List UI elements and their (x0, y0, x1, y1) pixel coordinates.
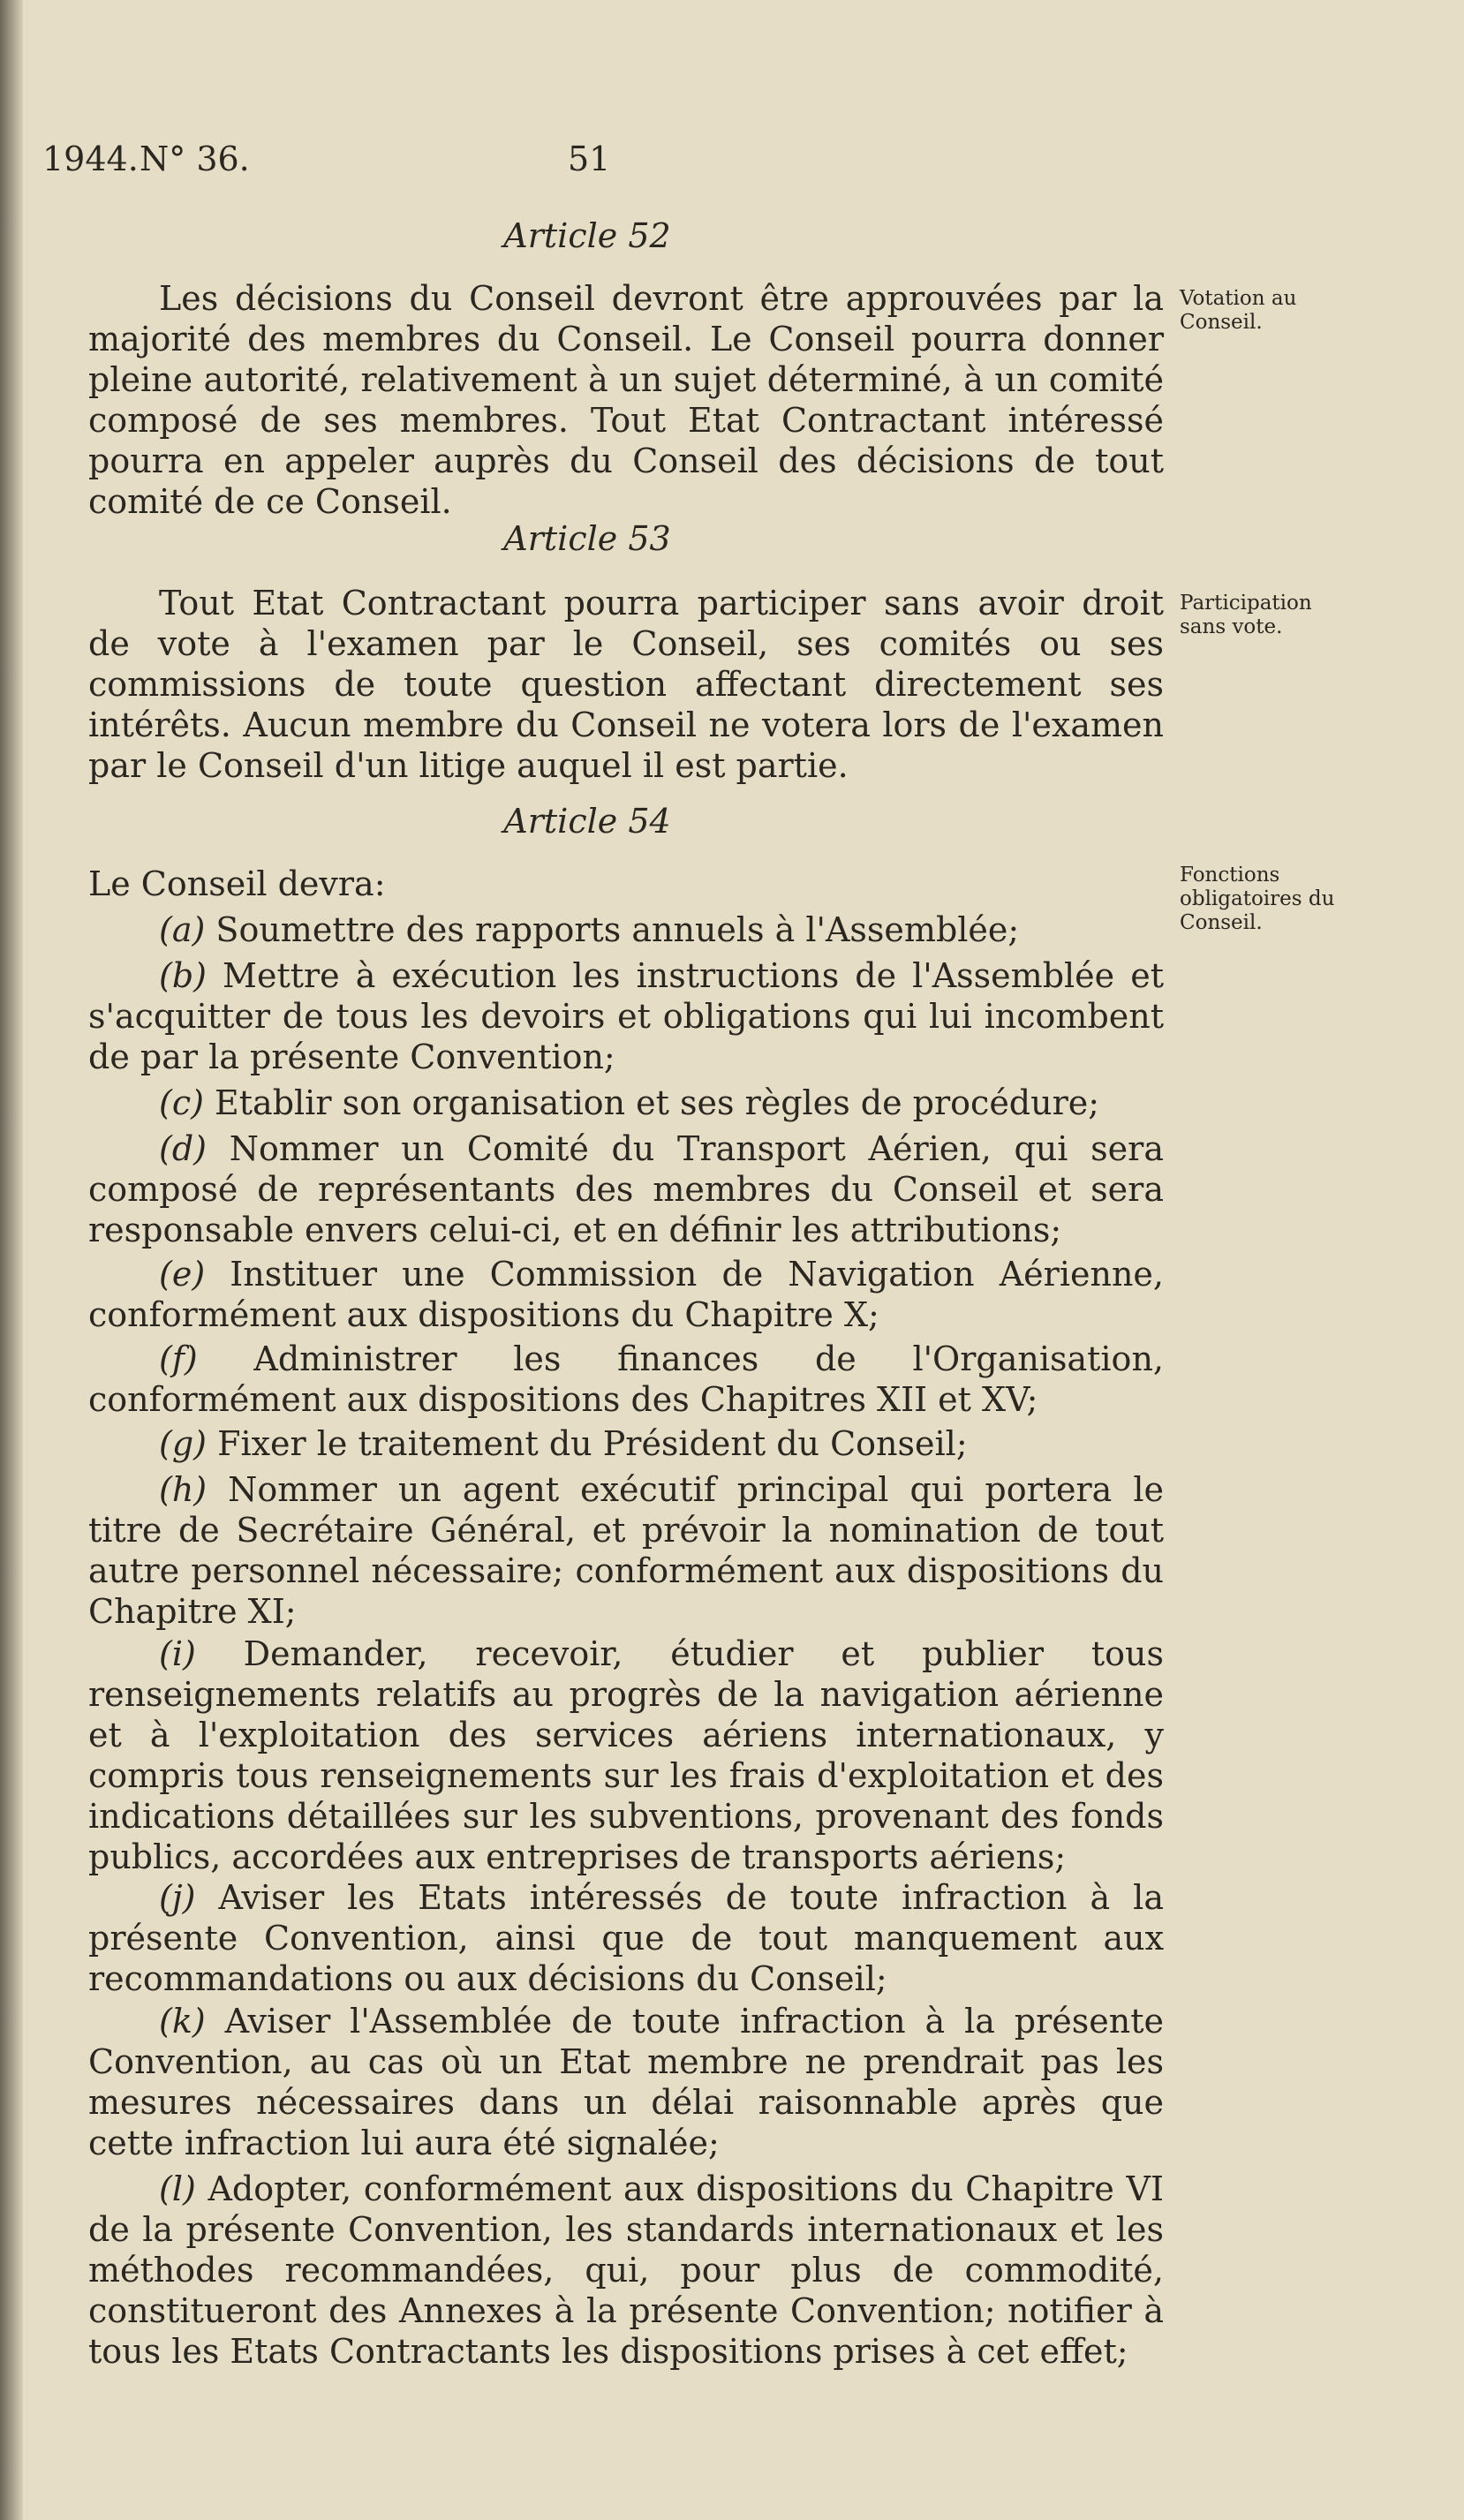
item-label: (c) (159, 1083, 204, 1122)
item-label: (j) (159, 1878, 196, 1917)
margin-note-article-54: Fonctions obligatoires du Conseil. (1180, 864, 1335, 934)
item-i (88, 1633, 1164, 1877)
item-text: Administrer les finances de l'Organisation, conformément aux dispositions des Chapitres XII et XV; (88, 1339, 1164, 1419)
article-54-title: Article 54 (503, 802, 671, 841)
item-g (88, 1423, 1164, 1464)
page-number: 51 (568, 140, 611, 178)
margin-note-article-52: Votation au Conseil. (1180, 287, 1297, 334)
item-label: (l) (159, 2169, 196, 2208)
article-53-text: Tout Etat Contractant pourra participer sans avoir droit de vote à l'examen par le Conseil, ses comités ou ses commissions de toute question affectant directement ses intérêts. Aucun membre du Conseil ne votera lors de l'examen par le Conseil d'un litige auquel il est partie. (88, 584, 1164, 785)
item-text: Fixer le traitement du Président du Conseil; (217, 1424, 968, 1463)
item-text: Demander, recevoir, étudier et publier tous renseignements relatifs au progrès de la navigation aérienne et à l'exploitation des services aériens internationaux, y compris tous renseignements sur les frais d'exploitation et des indications détaillées sur les subventions, provenant des fonds publics, accordées aux entreprises de transports aériens; (88, 1634, 1164, 1876)
item-l (88, 2169, 1164, 2372)
item-text: Nommer un Comité du Transport Aérien, qui sera composé de représentants des membres du Conseil et sera responsable envers celui-ci, et en définir les attributions; (88, 1129, 1164, 1249)
item-h (88, 1469, 1164, 1632)
article-54-intro: Le Conseil devra: (88, 864, 386, 903)
item-text: Soumettre des rapports annuels à l'Assemblée; (215, 910, 1020, 949)
item-c (88, 1083, 1164, 1123)
item-label: (d) (159, 1129, 207, 1168)
item-label: (f) (159, 1339, 198, 1378)
item-d (88, 1128, 1164, 1250)
item-text: Aviser les Etats intéressés de toute infraction à la présente Convention, ainsi que de tout manquement aux recommandations ou aux décisions du Conseil; (88, 1878, 1164, 1998)
item-text: Adopter, conformément aux dispositions du Chapitre VI de la présente Convention, les standards internationaux et les méthodes recommandées, qui, pour plus de commodité, constitueront des Annexes à la présente Convention; notifier à tous les Etats Contractants les dispositions prises à cet effet; (88, 2169, 1164, 2371)
item-f (88, 1339, 1164, 1420)
item-label: (e) (159, 1255, 206, 1294)
item-label: (a) (159, 910, 206, 949)
item-text: Nommer un agent exécutif principal qui portera le titre de Secrétaire Général, et prévoir la nomination de tout autre personnel nécessaire; conformément aux dispositions du Chapitre XI; (88, 1470, 1164, 1631)
item-label: (h) (159, 1470, 208, 1509)
item-j (88, 1877, 1164, 1999)
item-b (88, 955, 1164, 1077)
item-a (88, 909, 1164, 950)
margin-note-article-53: Participation sans vote. (1180, 592, 1312, 638)
item-text: Etablir son organisation et ses règles de procédure; (215, 1083, 1100, 1122)
item-text: Aviser l'Assemblée de toute infraction à la présente Convention, au cas où un Etat membre ne prendrait pas les mesures nécessaires dans un délai raisonnable après que cette infraction lui aura été signalée; (88, 2002, 1164, 2162)
item-text: Mettre à exécution les instructions de l'Assemblée et s'acquitter de tous les devoirs et obligations qui lui incombent de par la présente Convention; (88, 956, 1164, 1076)
article-52-title: Article 52 (503, 216, 671, 255)
item-label: (k) (159, 2002, 206, 2041)
article-52-text: Les décisions du Conseil devront être approuvées par la majorité des membres du Conseil. Le Conseil pourra donner pleine autorité, relativement à un sujet déterminé, à un comité composé de ses membres. Tout Etat Contractant intéressé pourra en appeler auprès du Conseil des décisions de tout comité de ce Conseil. (88, 279, 1164, 521)
item-k (88, 2001, 1164, 2163)
item-label: (b) (159, 956, 207, 995)
header-year: 1944. (42, 140, 139, 178)
item-text: Instituer une Commission de Navigation Aérienne, conformément aux dispositions du Chapitre X; (88, 1255, 1164, 1334)
item-label: (g) (159, 1424, 207, 1463)
item-label: (i) (159, 1634, 196, 1673)
article-53-title: Article 53 (503, 519, 671, 558)
page-gutter-shadow (0, 0, 23, 2520)
header-number: N° 36. (140, 140, 250, 178)
item-e (88, 1254, 1164, 1335)
